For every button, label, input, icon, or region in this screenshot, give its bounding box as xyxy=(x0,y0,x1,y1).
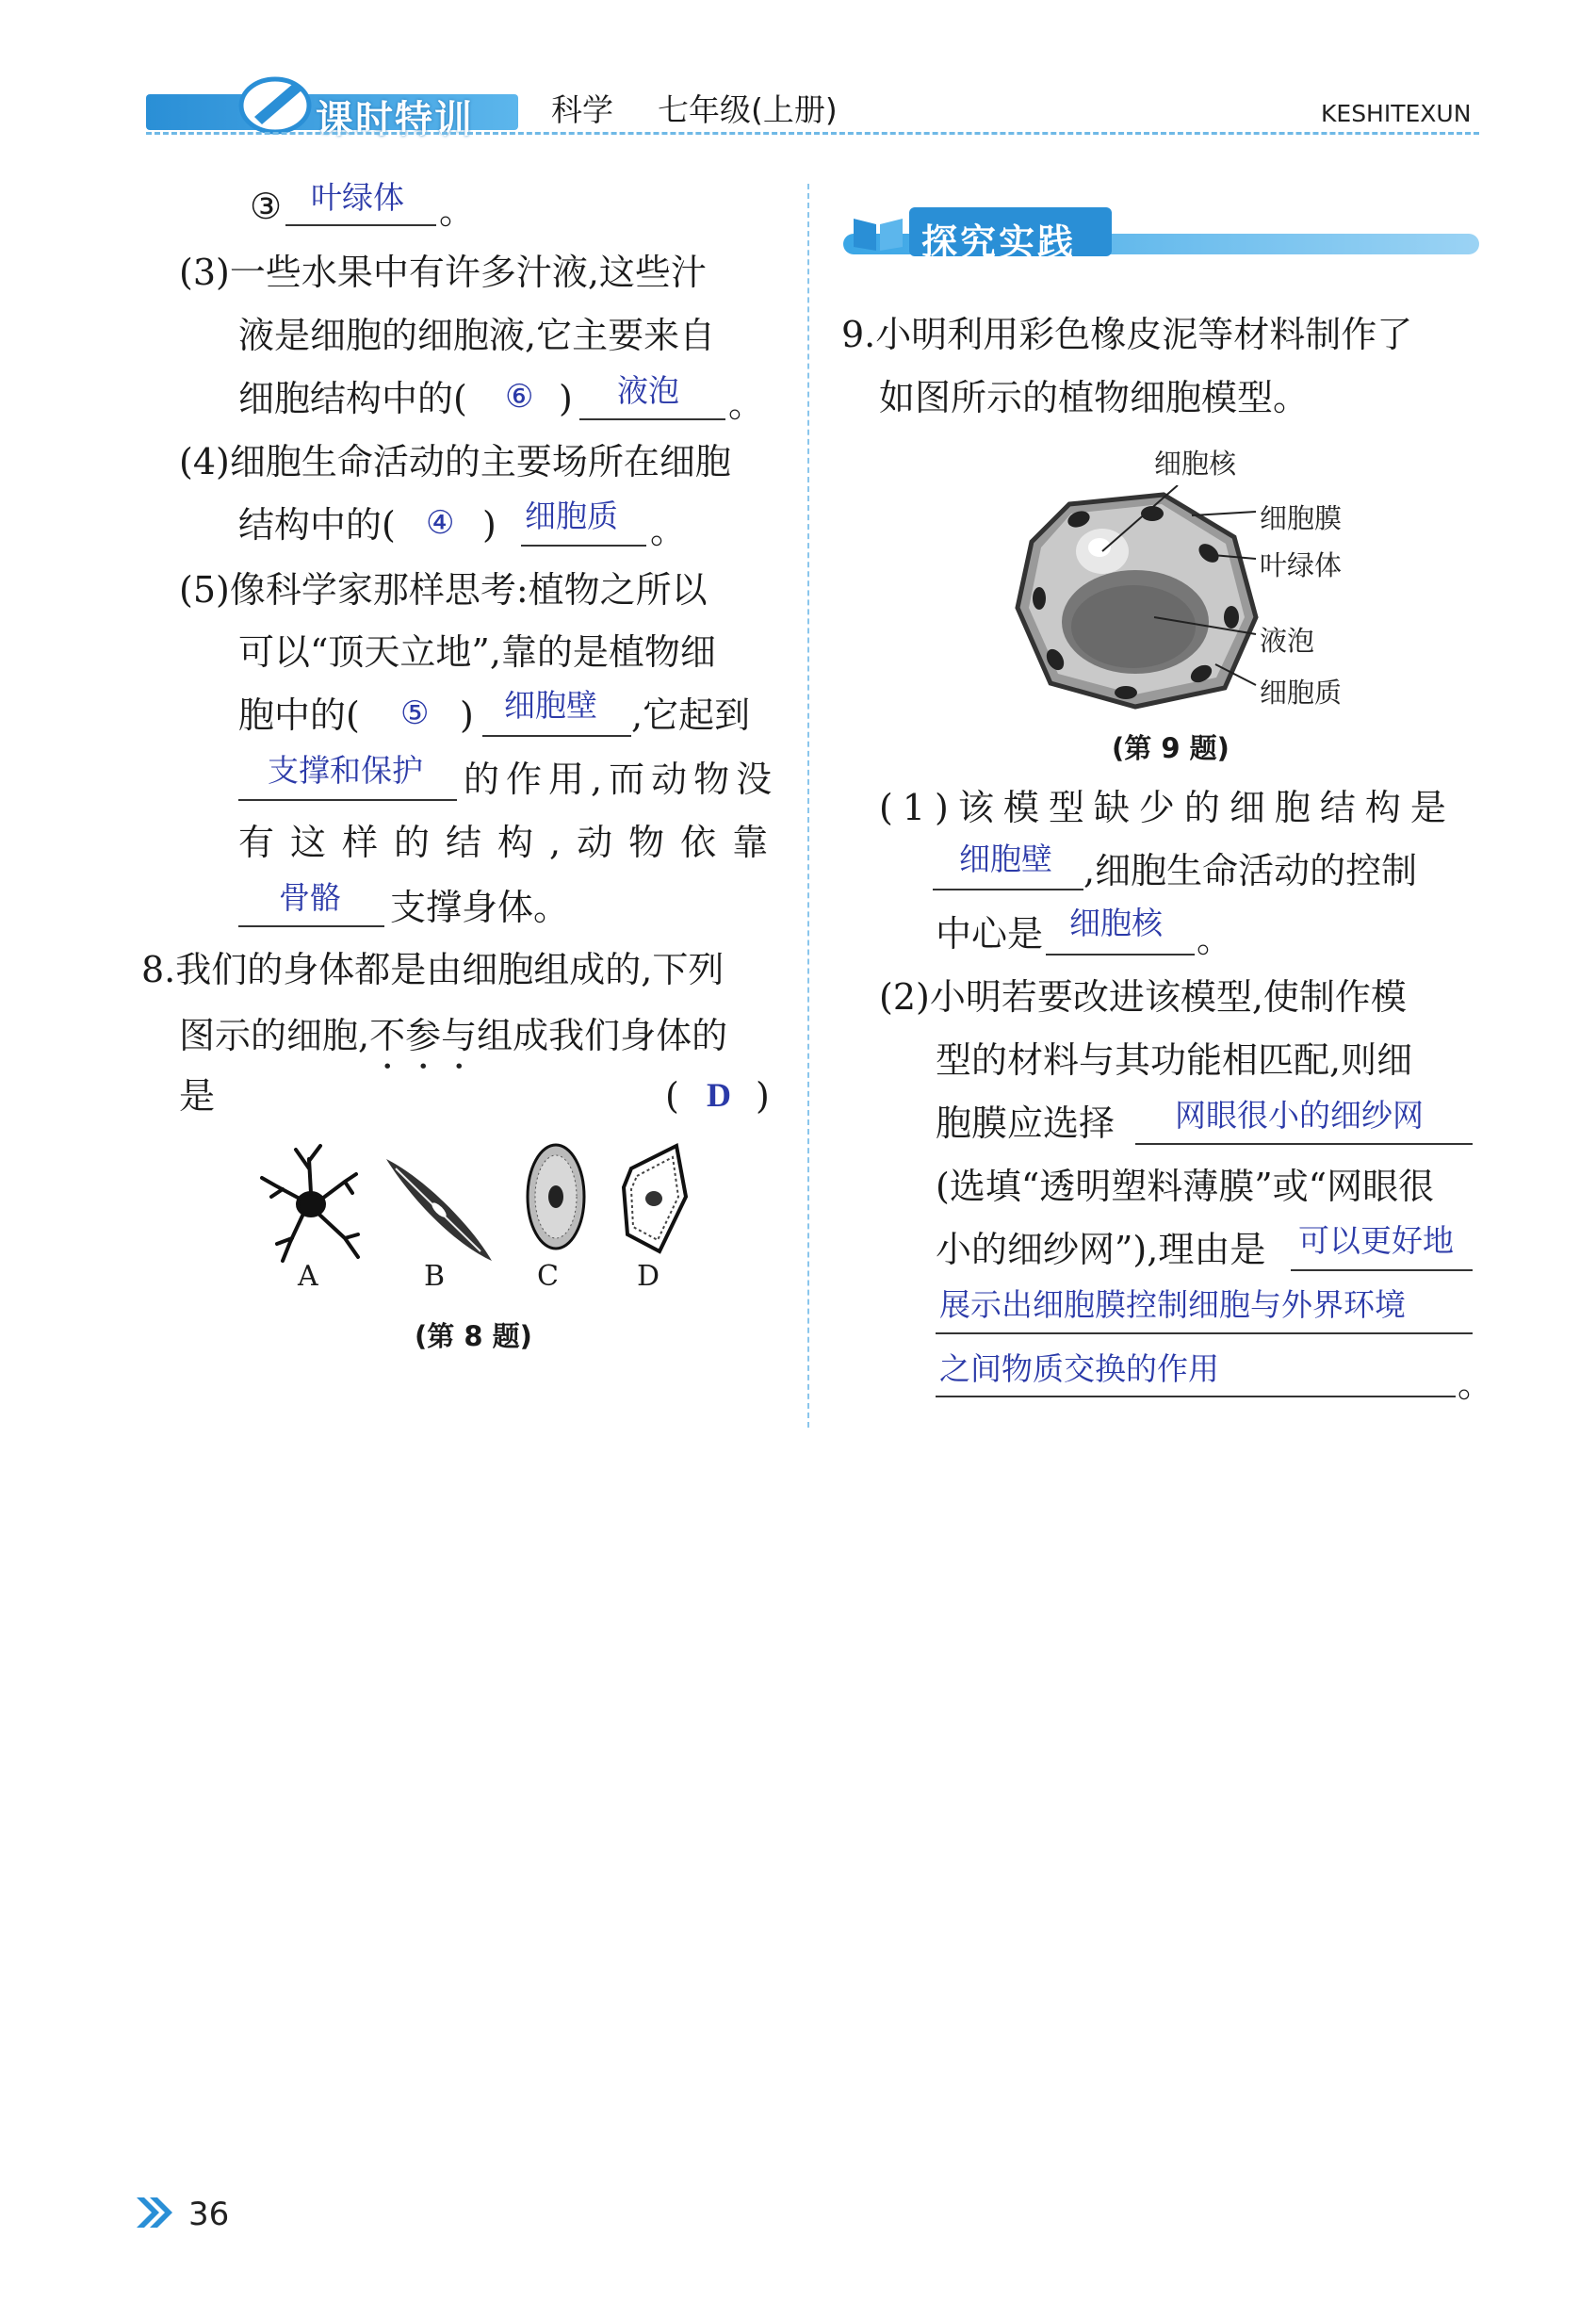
q7-5-line1: (5)像科学家那样思考:植物之所以 xyxy=(179,569,708,611)
header-divider xyxy=(146,132,1479,135)
label-cytoplasm: 细胞质 xyxy=(1260,677,1343,709)
q9-1-line2: ,细胞生命活动的控制 xyxy=(1083,850,1418,891)
round-cell-icon xyxy=(528,1145,584,1249)
paren-close: ) xyxy=(559,378,573,419)
column-divider xyxy=(807,184,809,1428)
q7-5-line3: 胞中的( xyxy=(238,694,360,736)
double-chevron-icon xyxy=(135,2196,174,2230)
pen-logo-icon xyxy=(236,70,320,136)
q7-3-prefix: ③ xyxy=(250,186,283,227)
answer-blank xyxy=(1291,1269,1473,1271)
q8-caption: (第 8 题) xyxy=(415,1320,532,1352)
q8-line2: 图示的细胞,不参与组成我们身体的 xyxy=(179,1015,728,1056)
q8-label-a: A xyxy=(298,1260,318,1293)
q7-3-line1: (3)一些水果中有许多汁液,这些汁 xyxy=(179,252,707,293)
paren-close: ) xyxy=(756,1075,770,1117)
q8-label-d: D xyxy=(637,1260,660,1293)
label-nucleus: 细胞核 xyxy=(1154,448,1237,480)
q7-3-line2: 液是细胞的细胞液,它主要来自 xyxy=(238,315,716,356)
section-title: 探究实践 xyxy=(921,221,1077,263)
grade-label: 七年级(上册) xyxy=(658,91,838,128)
answer-number-6: ⑥ xyxy=(505,378,534,416)
q9-caption: (第 9 题) xyxy=(1112,732,1230,764)
answer-blank xyxy=(238,799,457,801)
subject-label: 科学 xyxy=(551,91,613,128)
q7-5-line3-end: ,它起到 xyxy=(631,694,751,736)
brand-text: KESHITEXUN xyxy=(1321,100,1472,127)
answer-support-protect: 支撑和保护 xyxy=(268,752,423,789)
q9-2-line3: 胞膜应选择 xyxy=(936,1102,1116,1144)
q9-1-line3: 中心是 xyxy=(936,913,1044,955)
answer-cytoplasm: 细胞质 xyxy=(525,498,618,534)
q7-5-line5: 有这样的结构,动物依靠 xyxy=(238,822,785,863)
label-vacuole: 液泡 xyxy=(1260,625,1315,657)
answer-blank xyxy=(482,735,631,737)
answer-fine-mesh: 网眼很小的细纱网 xyxy=(1175,1097,1424,1134)
q9-line1: 9.小明利用彩色橡皮泥等材料制作了 xyxy=(841,314,1413,355)
answer-blank xyxy=(1046,954,1195,956)
paren-open: ( xyxy=(665,1075,679,1117)
answer-blank xyxy=(238,925,384,927)
q7-5-line4: 的作用,而动物没 xyxy=(464,759,779,800)
answer-number-4: ④ xyxy=(426,504,455,542)
answer-cell-wall: 细胞壁 xyxy=(959,841,1052,877)
page-number: 36 xyxy=(188,2196,230,2233)
q9-1-line1: (1)该模型缺少的细胞结构是 xyxy=(879,787,1456,828)
q8-cells-figure xyxy=(254,1140,707,1272)
neuron-cell-icon xyxy=(262,1146,358,1261)
q7-5-line2: 可以“顶天立地”,靠的是植物细 xyxy=(238,631,716,673)
q9-2-line2: 型的材料与其功能相匹配,则细 xyxy=(936,1039,1413,1081)
q8-label-b: B xyxy=(424,1260,446,1293)
q7-4-line1: (4)细胞生命活动的主要场所在细胞 xyxy=(179,441,731,482)
plant-cell-icon xyxy=(624,1146,686,1251)
period: 。 xyxy=(728,384,765,425)
plant-cell-model-figure xyxy=(1013,485,1262,711)
answer-skeleton: 骨骼 xyxy=(279,879,341,916)
answer-cell-wall: 细胞壁 xyxy=(504,687,597,724)
answer-blank xyxy=(521,545,646,547)
answer-blank xyxy=(933,889,1083,890)
q8-line1: 8.我们的身体都是由细胞组成的,下列 xyxy=(141,949,725,990)
answer-blank xyxy=(579,418,725,420)
answer-nucleus: 细胞核 xyxy=(1069,905,1163,941)
period: 。 xyxy=(1458,1364,1494,1405)
book-icon xyxy=(850,209,906,253)
q9-2-line1: (2)小明若要改进该模型,使制作模 xyxy=(879,976,1407,1018)
emphasis-text: 不参与 xyxy=(369,1015,478,1056)
q7-3-line3: 细胞结构中的( xyxy=(238,378,467,419)
period: 。 xyxy=(1197,919,1233,960)
answer-reason-2: 展示出细胞膜控制细胞与外界环境 xyxy=(939,1286,1406,1323)
q9-2-line4: (选填“透明塑料薄膜”或“网眼很 xyxy=(936,1166,1435,1207)
answer-blank xyxy=(936,1396,1456,1397)
answer-blank xyxy=(1135,1143,1473,1145)
period: 。 xyxy=(439,190,476,232)
answer-reason-3: 之间物质交换的作用 xyxy=(939,1350,1219,1387)
q8-line3: 是 xyxy=(179,1075,216,1117)
paren-close: ) xyxy=(482,504,497,546)
answer-blank xyxy=(285,224,436,226)
q8-label-c: C xyxy=(537,1260,559,1293)
answer-chloroplast: 叶绿体 xyxy=(311,179,404,216)
q7-4-line2: 结构中的( xyxy=(238,504,396,546)
logo-text: 课时特训 xyxy=(316,98,474,141)
answer-q8: D xyxy=(707,1076,731,1114)
answer-number-5: ⑤ xyxy=(400,694,430,732)
period: 。 xyxy=(650,510,687,551)
q9-line2: 如图所示的植物细胞模型。 xyxy=(879,377,1310,418)
label-membrane: 细胞膜 xyxy=(1260,502,1343,534)
answer-reason-1: 可以更好地 xyxy=(1298,1222,1454,1259)
muscle-cell-icon xyxy=(386,1159,492,1261)
paren-close: ) xyxy=(460,694,474,736)
answer-blank xyxy=(936,1332,1473,1334)
answer-vacuole: 液泡 xyxy=(617,372,679,409)
label-chloroplast: 叶绿体 xyxy=(1260,549,1343,581)
q9-2-line5: 小的细纱网”),理由是 xyxy=(936,1229,1266,1270)
q7-5-line6: 支撑身体。 xyxy=(390,887,570,928)
